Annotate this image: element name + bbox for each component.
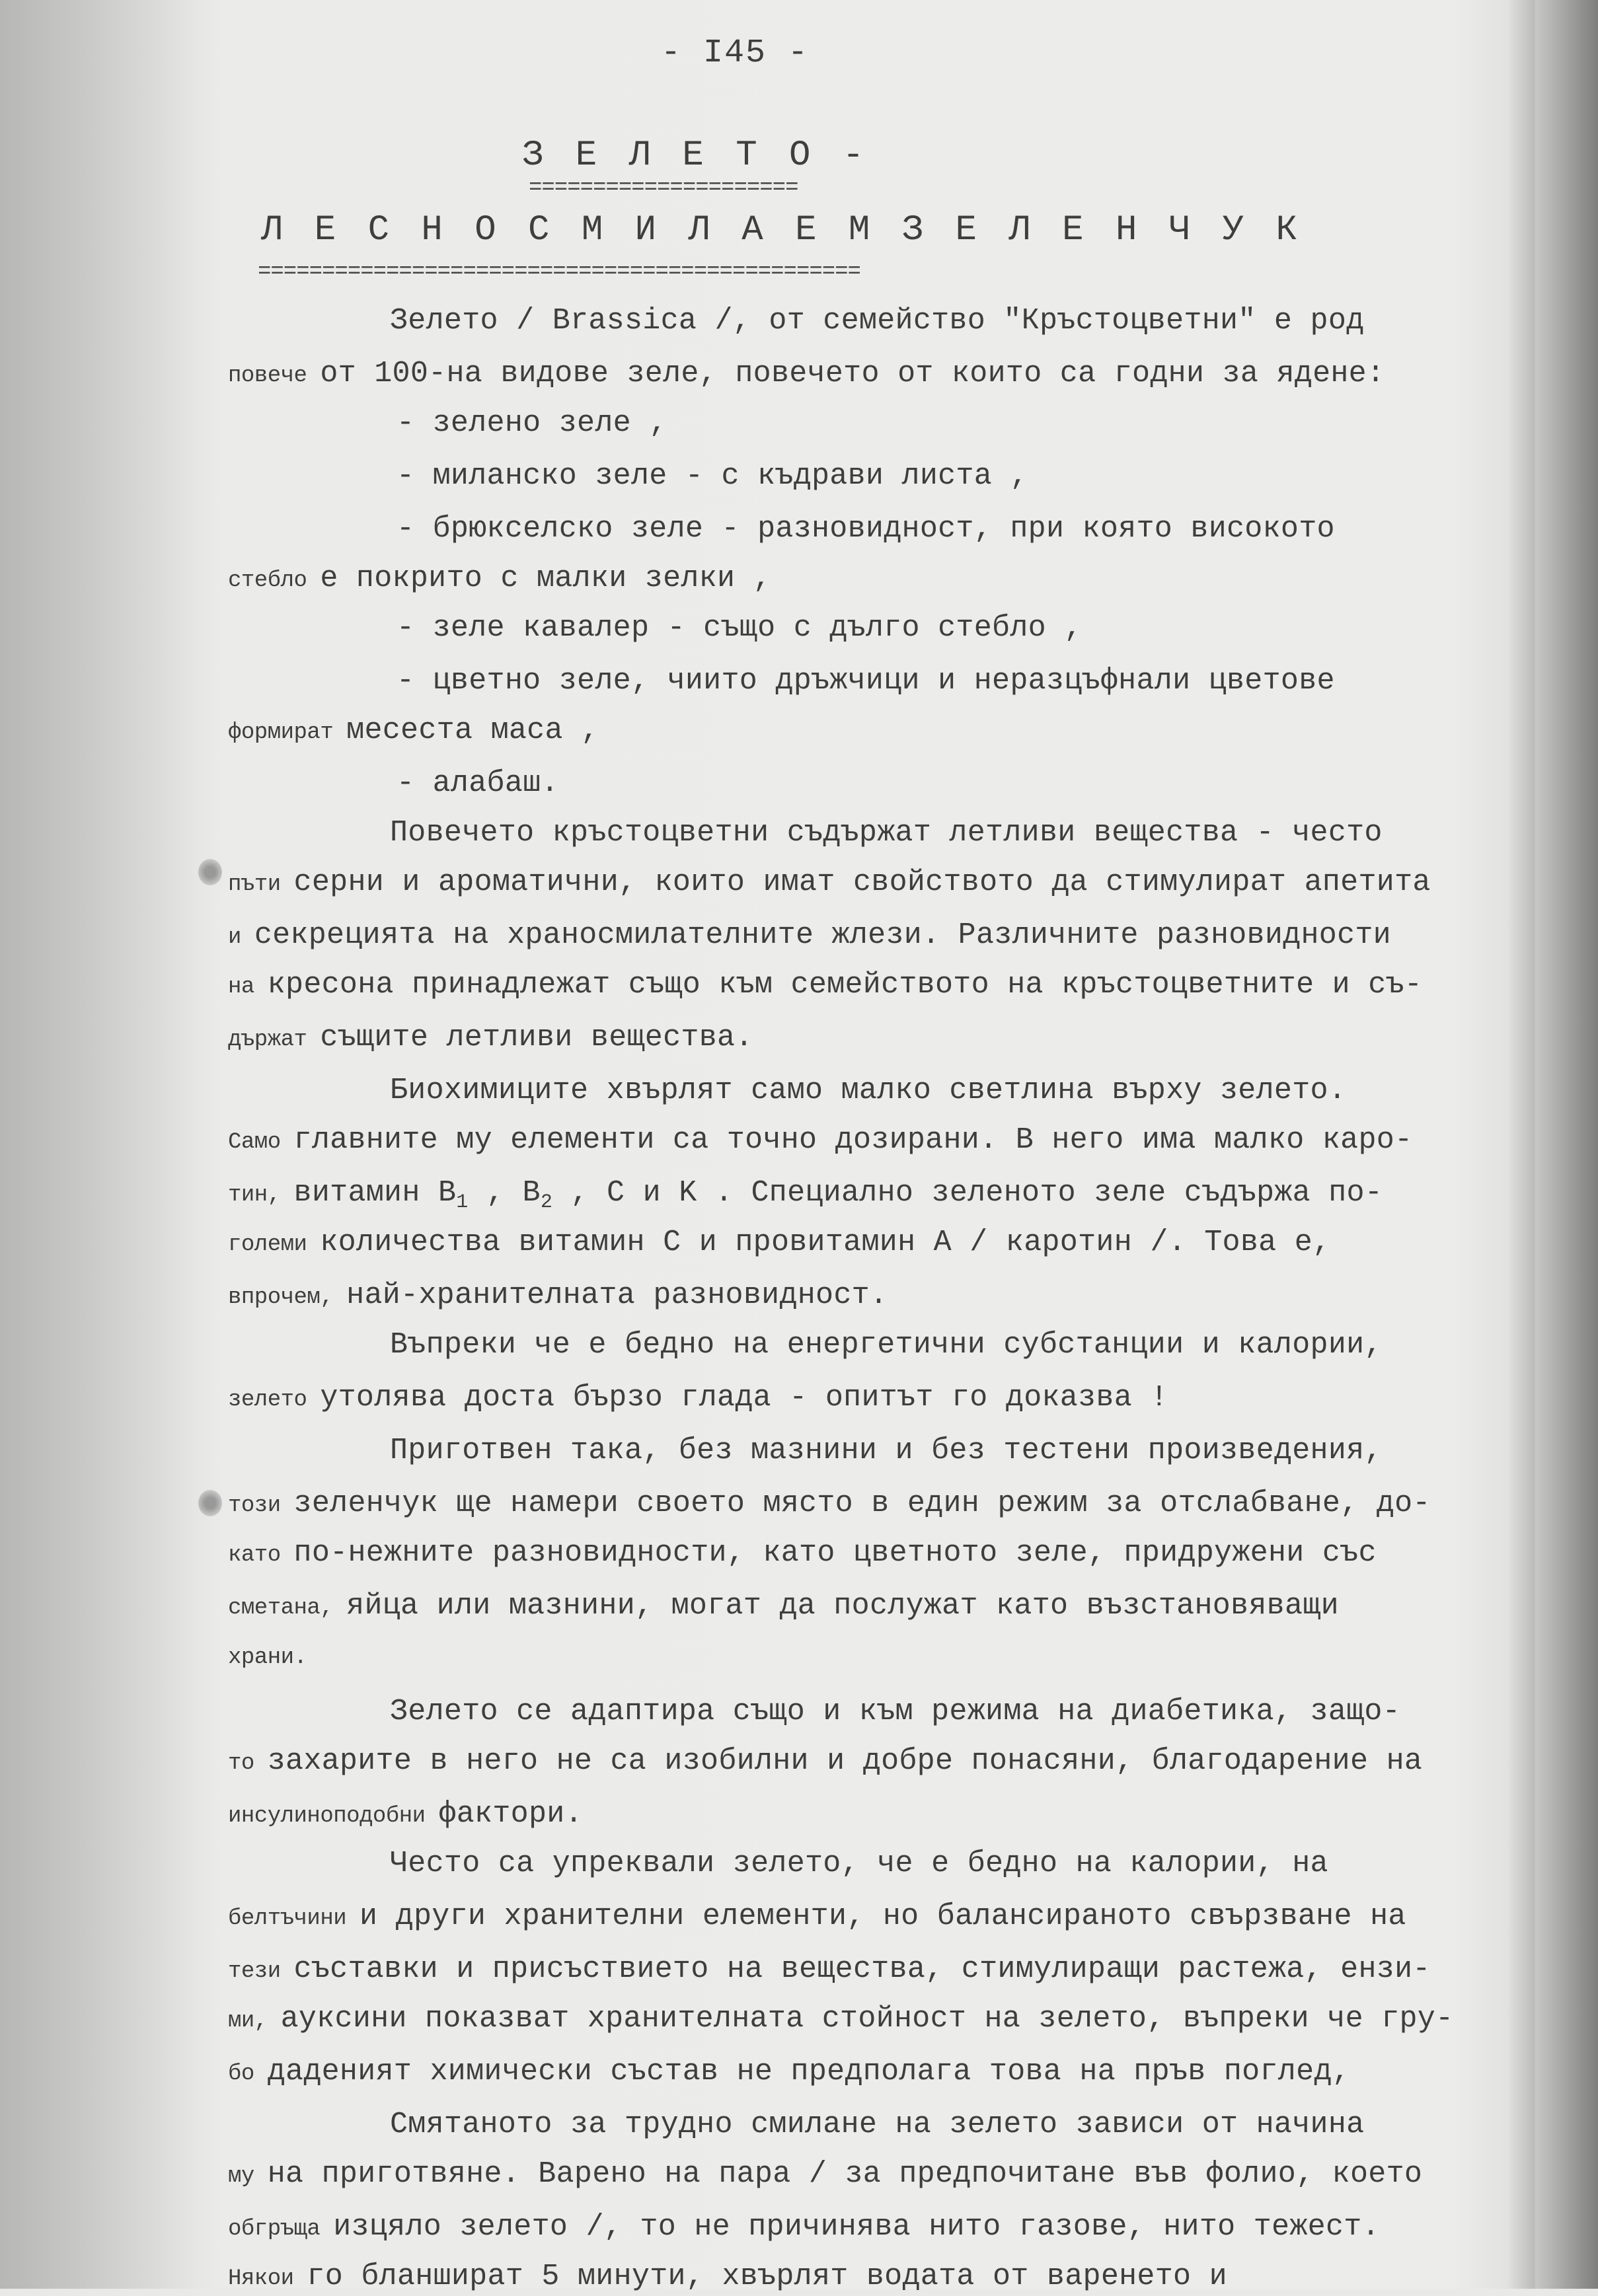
line-lead-word: този (228, 1493, 294, 1518)
line-text: Зелето се адаптира също и към режима на диабетика, защо- (390, 1695, 1401, 1728)
line-text: - зелено зеле , (397, 406, 667, 440)
line-text: Зелето / Brassica /, от семейство "Кръстоцветни" е род (390, 304, 1365, 338)
line-lead-word: пъти (228, 872, 294, 897)
line-text: го бланшират 5 минути, хвърлят водата от варенето и (307, 2260, 1227, 2293)
line-text: захарите в него не са изобилни и добре понасяни, благодарение на (267, 1744, 1423, 1778)
line-text: секрецията на храносмилателните жлези. Различните разновидности (254, 918, 1391, 952)
line-text: е покрито с малки зелки , (320, 562, 771, 595)
line-lead-word: като (228, 1543, 294, 1568)
text-line (228, 2210, 1380, 2246)
text-line (228, 1589, 1339, 1625)
line-text: фактори. (438, 1797, 583, 1831)
line-text: от 100-на видове зеле, повечето от които са годни за ядене: (320, 357, 1385, 390)
line-text: най-хранителната разновидност. (346, 1278, 888, 1312)
line-text: Смятаното за трудно смилане на зелето зависи от начина (390, 2108, 1365, 2141)
line-lead-word: сметана, (228, 1596, 347, 1621)
text-line (228, 918, 1391, 955)
line-lead-word: белтъчини (228, 1906, 360, 1931)
line-lead-word: тин, (228, 1183, 294, 1208)
text-line (228, 2002, 1453, 2038)
line-lead-word: и (228, 925, 254, 950)
line-text: ауксини показват хранителната стойност на зелето, въпреки че гру- (280, 2002, 1454, 2036)
text-line (390, 1847, 1328, 1881)
title-underline-1: ===================== (529, 177, 798, 200)
text-line (397, 459, 1028, 494)
text-line (390, 1074, 1346, 1108)
line-text: Приготвен така, без мазнини и без тестени произведения, (390, 1434, 1383, 1467)
line-lead-word: формират (228, 720, 347, 745)
subscript: 1 (456, 1191, 469, 1214)
line-text: на приготвяне. Варено на пара / за предпочитане във фолио, което (267, 2157, 1423, 2191)
text-line (390, 2108, 1364, 2142)
text-line (228, 2055, 1350, 2091)
text-line (228, 562, 771, 598)
line-text: месеста маса , (346, 714, 599, 747)
line-text: и други хранителни елементи, но балансираното свързване на (360, 1900, 1406, 1933)
text-line (228, 1021, 753, 1057)
line-text: Повечето кръстоцветни съдържат летливи вещества - често (390, 816, 1383, 850)
text-line (390, 1695, 1400, 1729)
line-lead-word: Само (228, 1130, 294, 1155)
line-lead-word: големи (228, 1232, 321, 1257)
line-lead-word: храни. (228, 1645, 307, 1670)
line-text: - брюкселско зеле - разновидност, при която високото (397, 512, 1335, 546)
line-text: Биохимиците хвърлят само малко светлина върху зелето. (390, 1074, 1347, 1107)
line-lead-word: обгръща (228, 2217, 334, 2242)
line-text: яйца или мазнини, могат да послужат като възстановяващи (346, 1589, 1339, 1623)
line-lead-word: инсулиноподобни (228, 1804, 439, 1829)
text-line (228, 1744, 1422, 1781)
line-text: - алабаш. (397, 766, 559, 800)
line-text: изцяло зелето /, то не причинява нито газове, нито тежест. (333, 2210, 1380, 2244)
line-text: зеленчук ще намери своето място в един режим за отслабване, до- (293, 1487, 1431, 1520)
page-number: - I45 - (661, 34, 810, 72)
line-lead-word: му (228, 2164, 268, 2189)
line-text: - миланско зеле - с къдрави листа , (397, 459, 1028, 493)
text-line (228, 1536, 1377, 1573)
text-line (397, 611, 1083, 646)
line-text: витамин $B_1$ , $B_2$ , C и K . Специално зеленото зеле съдържа по- (293, 1176, 1383, 1214)
text-line (228, 1487, 1431, 1523)
line-text: серни и ароматични, които имат свойството да стимулират апетита (293, 866, 1431, 899)
line-text: - зеле кавалер - също с дълго стебло , (397, 611, 1083, 645)
title-underline-2: =============================================== (258, 261, 860, 283)
line-lead-word: впрочем, (228, 1285, 347, 1310)
line-text: кресона принадлежат също към семейството на кръстоцветните и съ- (267, 968, 1423, 1002)
text-line (228, 1952, 1431, 1989)
text-line (228, 1278, 888, 1315)
line-text: Въпреки че е бедно на енергетични субстанции и калории, (390, 1328, 1383, 1362)
line-lead-word: зелето (228, 1388, 321, 1413)
text-line (228, 2260, 1227, 2296)
line-text: даденият химически състав не предполага това на пръв поглед, (267, 2055, 1350, 2089)
line-text: утолява доста бързо глада - опитът го доказва ! (320, 1381, 1168, 1415)
line-text: количества витамин C и провитамин A / каротин /. Това е, (320, 1226, 1331, 1259)
line-lead-word: Някои (228, 2266, 307, 2291)
line-text: по-нежните разновидности, като цветното зеле, придружени със (293, 1536, 1377, 1570)
text-line (390, 1328, 1383, 1362)
line-lead-word: бо (228, 2061, 268, 2087)
text-line (228, 714, 599, 750)
line-text: същите летливи вещества. (320, 1021, 753, 1055)
line-text: - цветно зеле, чиито дръжчици и неразцъфнали цветове (397, 664, 1335, 698)
text-line (228, 2157, 1422, 2194)
text-line (228, 1176, 1383, 1220)
text-line (228, 866, 1431, 902)
line-text: Често са упреквали зелето, че е бедно на калории, на (390, 1847, 1328, 1880)
text-line (397, 766, 559, 801)
text-line (397, 406, 667, 441)
line-lead-word: то (228, 1751, 268, 1776)
text-line (390, 1434, 1383, 1468)
text-line (397, 512, 1335, 546)
text-line (228, 1226, 1330, 1262)
text-line (228, 1381, 1168, 1417)
text-line (228, 1639, 307, 1675)
text-line (228, 357, 1385, 393)
line-lead-word: тези (228, 1959, 294, 1984)
text-line (228, 1900, 1406, 1936)
text-line (390, 304, 1364, 338)
text-line (397, 664, 1335, 698)
subscript: 2 (540, 1191, 553, 1214)
text-line (390, 816, 1383, 850)
line-lead-word: повече (228, 363, 321, 389)
line-lead-word: стебло (228, 568, 321, 593)
title-line-1: З Е Л Е Т О - (522, 135, 870, 176)
line-lead-word: ми, (228, 2009, 281, 2034)
line-text: главните му елементи са точно дозирани. В него има малко каро- (293, 1123, 1413, 1157)
text-line (228, 968, 1422, 1004)
text-line (228, 1797, 583, 1833)
text-line (228, 1123, 1412, 1160)
line-lead-word: на (228, 975, 268, 1000)
title-line-2: Л Е С Н О С М И Л А Е М З Е Л Е Н Ч У К (261, 210, 1303, 250)
line-text: съставки и присъствието на вещества, стимулиращи растежа, ензи- (293, 1952, 1431, 1986)
line-lead-word: държат (228, 1027, 321, 1053)
